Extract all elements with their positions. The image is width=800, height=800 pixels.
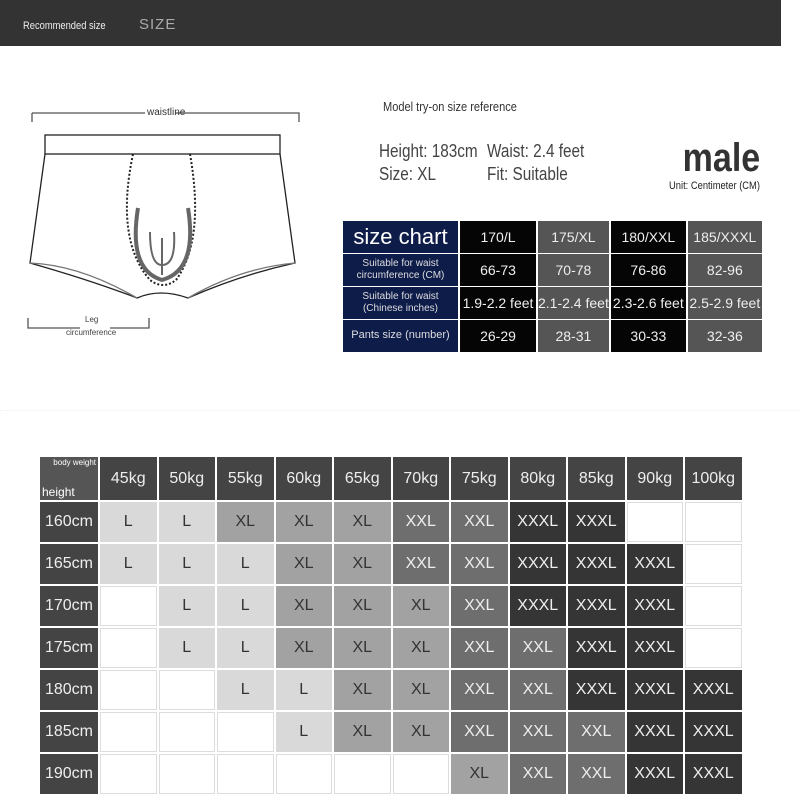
size-cell: XXXL	[568, 628, 625, 668]
size-cell: XXL	[451, 502, 508, 542]
cell: 82-96	[688, 254, 762, 286]
size-cell: XL	[393, 628, 450, 668]
size-cell	[100, 670, 157, 710]
size-cell	[159, 670, 216, 710]
size-cell: XXL	[451, 544, 508, 584]
size-cell: XXL	[510, 754, 567, 794]
size-cell: XL	[334, 586, 391, 626]
size-cell	[100, 712, 157, 752]
size-cell: XXXL	[510, 586, 567, 626]
size-cell: XXL	[510, 670, 567, 710]
size-cell	[100, 754, 157, 794]
height-weight-size-grid	[38, 455, 744, 796]
height-header: 175cm	[40, 628, 98, 668]
cell: 2.3-2.6 feet	[611, 287, 686, 319]
size-cell: XXXL	[568, 586, 625, 626]
size-cell	[159, 754, 216, 794]
row-header	[343, 254, 458, 286]
size-cell: L	[217, 628, 274, 668]
size-cell: XL	[276, 544, 333, 584]
size-cell: XXL	[510, 628, 567, 668]
model-height: Height: 183cm	[379, 141, 478, 161]
size-cell: L	[217, 586, 274, 626]
cell: 76-86	[611, 254, 686, 286]
size-cell	[276, 754, 333, 794]
model-fit: Fit: Suitable	[487, 164, 568, 184]
grid-corner	[40, 457, 98, 500]
size-cell: XL	[334, 628, 391, 668]
row-header	[343, 287, 458, 319]
size-cell: XL	[334, 712, 391, 752]
weight-header: 80kg	[510, 457, 567, 500]
weight-header: 55kg	[217, 457, 274, 500]
waistline-label: waistline	[147, 107, 186, 118]
size-cell: XXXL	[627, 670, 684, 710]
gender-label: male	[682, 136, 760, 180]
weight-header: 65kg	[334, 457, 391, 500]
cell: 66-73	[460, 254, 536, 286]
circumference-label: circumference	[66, 328, 117, 337]
divider	[0, 410, 800, 411]
table-row	[40, 628, 742, 668]
size-cell	[100, 586, 157, 626]
size-cell: XXXL	[627, 628, 684, 668]
size-cell	[627, 502, 684, 542]
recommended-size-label: Recommended size	[23, 20, 106, 32]
height-header: 185cm	[40, 712, 98, 752]
size-cell: XXXL	[510, 502, 567, 542]
height-label: height	[42, 485, 75, 499]
model-waist: Waist: 2.4 feet	[487, 141, 585, 161]
size-cell: XXXL	[685, 754, 742, 794]
table-row	[40, 586, 742, 626]
size-cell	[685, 544, 742, 584]
height-header: 165cm	[40, 544, 98, 584]
size-cell: XXXL	[685, 712, 742, 752]
size-cell: L	[276, 670, 333, 710]
weight-header: 50kg	[159, 457, 216, 500]
height-header: 160cm	[40, 502, 98, 542]
size-cell: XXXL	[510, 544, 567, 584]
size-cell: XL	[393, 670, 450, 710]
size-cell: XL	[393, 586, 450, 626]
size-cell: XXL	[568, 712, 625, 752]
size-cell: L	[159, 502, 216, 542]
weight-header: 60kg	[276, 457, 333, 500]
size-cell: L	[159, 544, 216, 584]
size-cell	[100, 628, 157, 668]
size-cell: XL	[217, 502, 274, 542]
cell: 2.5-2.9 feet	[688, 287, 762, 319]
size-cell: L	[100, 502, 157, 542]
weight-header: 90kg	[627, 457, 684, 500]
size-cell: XXXL	[568, 670, 625, 710]
height-header: 190cm	[40, 754, 98, 794]
model-size: Size: XL	[379, 164, 436, 184]
weight-header: 45kg	[100, 457, 157, 500]
size-cell	[159, 712, 216, 752]
leg-label: Leg	[85, 315, 99, 324]
weight-header: 75kg	[451, 457, 508, 500]
size-cell	[685, 628, 742, 668]
size-cell: L	[159, 586, 216, 626]
table-row	[40, 670, 742, 710]
size-cell: XXXL	[568, 544, 625, 584]
top-banner	[0, 0, 781, 46]
cell: 70-78	[538, 254, 609, 286]
size-chart-table	[341, 220, 764, 353]
column-header: 180/XXL	[611, 221, 686, 253]
table-row	[40, 754, 742, 794]
column-header: 170/L	[460, 221, 536, 253]
size-chart-title: size chart	[343, 221, 458, 253]
underwear-diagram	[0, 90, 330, 350]
body-weight-label: body weight	[53, 458, 96, 467]
size-cell	[217, 754, 274, 794]
size-cell	[334, 754, 391, 794]
cell: 1.9-2.2 feet	[460, 287, 536, 319]
row-label-line2: (Chinese inches)	[362, 303, 439, 314]
size-cell	[393, 754, 450, 794]
table-row	[40, 544, 742, 584]
row-label-line2: circumference (CM)	[356, 270, 445, 281]
size-cell: XXL	[393, 502, 450, 542]
size-cell: XXXL	[627, 754, 684, 794]
height-header: 180cm	[40, 670, 98, 710]
size-cell: XXXL	[568, 502, 625, 542]
cell: 28-31	[538, 320, 609, 352]
row-label-line1: Suitable for waist	[362, 290, 439, 302]
row-header: Pants size (number)	[343, 320, 458, 352]
cell: 32-36	[688, 320, 762, 352]
size-cell: XL	[276, 502, 333, 542]
table-row	[40, 712, 742, 752]
size-cell: XL	[334, 544, 391, 584]
size-cell	[217, 712, 274, 752]
height-header: 170cm	[40, 586, 98, 626]
size-cell	[685, 502, 742, 542]
cell: 26-29	[460, 320, 536, 352]
size-cell: XXXL	[627, 586, 684, 626]
size-cell: XXXL	[685, 670, 742, 710]
column-header: 185/XXXL	[688, 221, 762, 253]
size-cell: XXL	[393, 544, 450, 584]
weight-header: 70kg	[393, 457, 450, 500]
size-cell: XXL	[451, 712, 508, 752]
cell: 2.1-2.4 feet	[538, 287, 609, 319]
size-label: SIZE	[139, 16, 177, 33]
model-reference-title: Model try-on size reference	[383, 99, 517, 114]
size-cell: XL	[334, 502, 391, 542]
size-cell: XL	[276, 586, 333, 626]
size-cell: XXXL	[627, 712, 684, 752]
size-cell: XL	[451, 754, 508, 794]
size-cell: L	[217, 544, 274, 584]
size-cell: XL	[334, 670, 391, 710]
size-cell: XXL	[568, 754, 625, 794]
size-cell: XXXL	[627, 544, 684, 584]
size-cell	[685, 586, 742, 626]
cell: 30-33	[611, 320, 686, 352]
size-cell: XXL	[510, 712, 567, 752]
size-cell: L	[159, 628, 216, 668]
size-cell: XXL	[451, 670, 508, 710]
size-cell: L	[217, 670, 274, 710]
unit-label: Unit: Centimeter (CM)	[669, 180, 760, 192]
size-cell: L	[100, 544, 157, 584]
row-label-line1: Suitable for waist	[362, 257, 439, 269]
weight-header: 85kg	[568, 457, 625, 500]
size-cell: XL	[393, 712, 450, 752]
size-cell: L	[276, 712, 333, 752]
weight-header: 100kg	[685, 457, 742, 500]
column-header: 175/XL	[538, 221, 609, 253]
table-row	[40, 502, 742, 542]
size-cell: XL	[276, 628, 333, 668]
size-cell: XXL	[451, 628, 508, 668]
size-cell: XXL	[451, 586, 508, 626]
